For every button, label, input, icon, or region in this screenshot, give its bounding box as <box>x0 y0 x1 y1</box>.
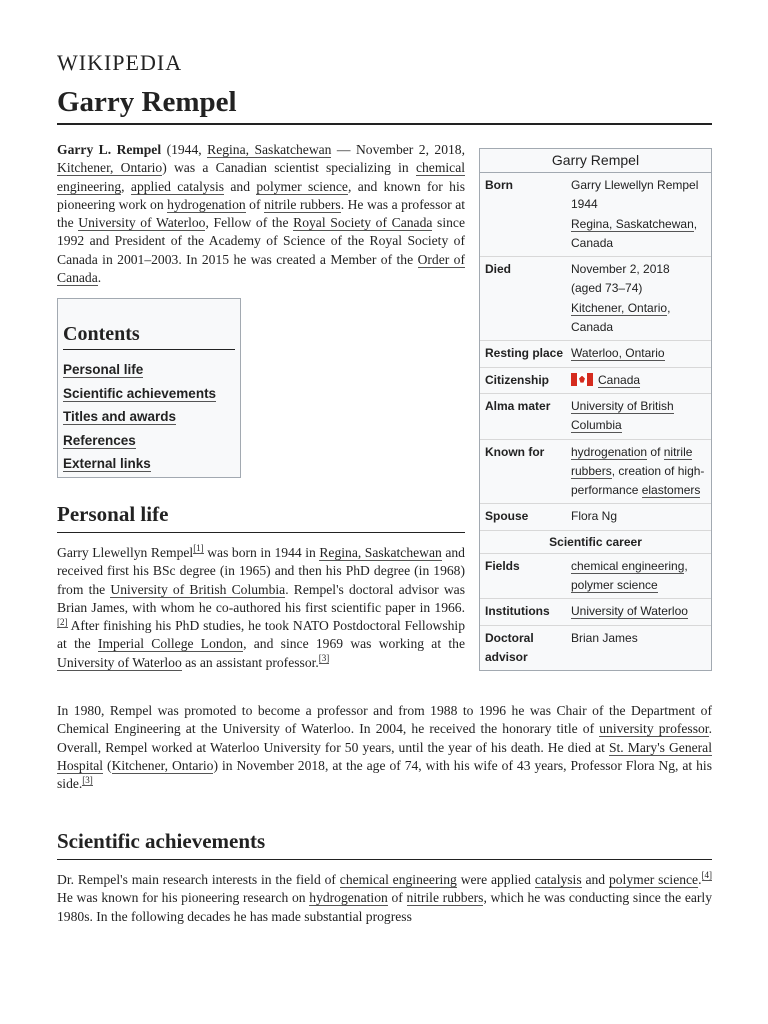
infobox-value <box>571 176 707 253</box>
infobox-value <box>571 557 707 596</box>
para-text: Dr. Rempel's main research interests in the field of <box>57 872 340 887</box>
lead-text: (1944, <box>161 142 208 157</box>
reference-label[interactable]: [3] <box>318 653 330 664</box>
para-text: ) in November 2018, at the age of 74, with his wife of 43 years, Professor Flora Ng, at his side. <box>57 757 713 792</box>
lead-text: since 1992 and President of the Academy of Science of the Royal Society of Canada in 2001–2003. In 2015 he was created a Member of the <box>57 215 465 267</box>
infobox-label: Institutions <box>485 604 550 619</box>
para-text: , and since 1969 was working at the <box>243 636 465 652</box>
infobox-value <box>571 344 707 363</box>
reference-3[interactable] <box>319 653 330 664</box>
reference-2[interactable] <box>57 617 68 628</box>
toc-item-label[interactable]: External links <box>63 456 151 471</box>
para-text: . Rempel's doctoral advisor was Brian James, with whom he co-authored his first scientific paper in 1966. <box>57 581 465 615</box>
reference-label[interactable]: [3] <box>82 774 93 785</box>
link-chemical-engineering[interactable]: chemical engineering <box>57 160 466 194</box>
para-text: , which he was conducting since the early 1980s. In the following decades he has made substantial progress <box>57 890 713 924</box>
lead-text: and <box>224 178 257 194</box>
link-alma-mater[interactable]: University of British Columbia <box>571 398 674 433</box>
infobox-row-born <box>480 173 711 257</box>
para-text: ( <box>103 757 112 773</box>
para-text: Garry Llewellyn Rempel <box>57 545 194 560</box>
infobox-value <box>571 397 707 436</box>
infobox-value <box>571 371 707 390</box>
infobox-label: Resting place <box>485 346 564 361</box>
fields-separator: , <box>684 558 688 573</box>
para-text: and received first his BSc degree (in 1965) and then his PhD degree (in 1968) from the <box>57 545 465 597</box>
link-university-of-waterloo[interactable]: University of Waterloo <box>57 654 182 670</box>
link-regina[interactable]: Regina, Saskatchewan <box>319 545 442 560</box>
infobox-label: Alma mater <box>485 398 551 413</box>
para-text: were applied <box>456 872 535 887</box>
link-nitrile-rubbers[interactable]: nitrile rubbers <box>263 196 341 212</box>
lead-text: of <box>245 196 264 212</box>
lead-text: ) was a Canadian scientist specializing in <box>162 160 416 176</box>
infobox-label: Spouse <box>485 509 529 524</box>
infobox-label: Known for <box>485 444 545 459</box>
page-title: Garry Rempel <box>57 86 712 125</box>
infobox-row-alma-mater <box>480 394 711 440</box>
para-text: and <box>581 872 609 887</box>
infobox-value <box>571 443 707 501</box>
reference-label[interactable]: [4] <box>701 870 713 881</box>
link-catalysis[interactable]: catalysis <box>534 872 582 887</box>
para-text: of <box>387 890 407 906</box>
died-date: November 2, 2018 <box>571 262 670 277</box>
link-hydrogenation[interactable]: hydrogenation <box>167 196 246 212</box>
link-died-place[interactable]: Kitchener, Ontario <box>571 300 668 315</box>
scientific-paragraph-1: Dr. Rempel's main research interests in the field of chemical engineering were applied catalysis and polymer science.[4] He was known for his pioneering research on hydrogenation of nitrile rubbers, which he was conducting since the early 1980s. In the following decades he has made substantial progress <box>57 870 713 924</box>
link-university-professor[interactable]: university professor <box>599 721 709 737</box>
infobox-value: Brian James <box>571 630 638 645</box>
lead-text: — November 2, 2018, <box>331 142 465 157</box>
canada-flag-icon <box>571 373 593 386</box>
wikipedia-wordmark[interactable]: WIKIPEDIA <box>57 50 183 75</box>
para-text: After finishing his PhD studies, he took NATO Postdoctoral Fellowship at the <box>57 618 465 652</box>
toc-item-label[interactable]: Scientific achievements <box>63 385 217 401</box>
link-polymer-science[interactable]: polymer science <box>608 872 699 887</box>
lead-paragraph <box>57 141 465 287</box>
known-text: of <box>647 444 664 459</box>
link-hydrogenation[interactable]: hydrogenation <box>571 444 648 459</box>
infobox-label: Born <box>485 178 513 192</box>
link-nitrile-rubbers[interactable]: nitrile rubbers <box>571 444 693 478</box>
link-chemical-engineering[interactable]: chemical engineering <box>571 558 685 573</box>
infobox-label: Citizenship <box>485 372 550 387</box>
para-text: was born in 1944 in <box>203 545 320 560</box>
link-st-marys-hospital[interactable]: St. Mary's General Hospital <box>57 739 712 773</box>
toc-item-external-links[interactable] <box>63 452 235 476</box>
infobox-row-died <box>480 257 711 341</box>
infobox-title: Garry Rempel <box>480 149 711 173</box>
link-polymer-science[interactable]: polymer science <box>256 178 348 194</box>
lead-text: , <box>121 178 131 194</box>
infobox-label: Died <box>485 262 512 277</box>
toc-item-label[interactable]: Titles and awards <box>63 409 177 424</box>
link-elastomers[interactable]: elastomers <box>641 483 701 498</box>
para-text: as an assistant professor. <box>181 654 319 670</box>
link-born-place[interactable]: Regina, Saskatchewan <box>571 216 694 231</box>
infobox-label: Fields <box>485 558 520 573</box>
link-regina[interactable]: Regina, Saskatchewan <box>207 142 332 157</box>
infobox-section-scientific-career: Scientific career <box>480 531 711 554</box>
para-text: . Overall, Rempel worked at Waterloo University for 50 years, until the year of his death. He died at <box>57 721 712 755</box>
link-order-of-canada[interactable]: Order of Canada <box>57 251 465 286</box>
known-text: , creation of high-performance <box>571 463 705 498</box>
infobox-row-known-for <box>480 440 711 505</box>
born-year: 1944 <box>571 197 598 212</box>
infobox-row-doctoral-advisor <box>480 626 711 671</box>
infobox-row-fields <box>480 554 711 600</box>
infobox <box>479 148 712 671</box>
infobox-row-institutions <box>480 599 711 625</box>
toc-item-references[interactable] <box>63 429 235 453</box>
toc-item-personal-life[interactable] <box>63 358 235 382</box>
died-country: , Canada <box>571 300 671 335</box>
link-kitchener[interactable]: Kitchener, Ontario <box>57 160 163 176</box>
lead-text: . <box>97 270 102 286</box>
infobox-value: Flora Ng <box>571 509 618 524</box>
personal-life-paragraph-2 <box>57 702 712 793</box>
link-ubc[interactable]: University of British Columbia <box>110 581 286 597</box>
toc-item-scientific-achievements[interactable] <box>63 382 235 406</box>
heading-personal-life: Personal life <box>57 502 465 533</box>
link-resting-place[interactable]: Waterloo, Ontario <box>571 346 665 361</box>
link-applied-catalysis[interactable]: applied catalysis <box>130 178 225 194</box>
infobox-row-citizenship <box>480 368 711 394</box>
link-royal-society[interactable]: Royal Society of Canada <box>293 215 433 231</box>
infobox-row-resting-place <box>480 341 711 367</box>
toc-item-titles-and-awards[interactable] <box>63 405 235 429</box>
infobox-value <box>571 602 707 621</box>
toc-title: Contents <box>63 323 235 350</box>
reference-label[interactable]: [1] <box>193 543 204 554</box>
toc-item-label[interactable]: Personal life <box>63 362 144 377</box>
died-age: (aged 73–74) <box>571 281 643 296</box>
subject-name: Garry L. Rempel <box>57 142 162 157</box>
lead-text: , and known for his pioneering work on <box>57 178 466 212</box>
infobox-value <box>571 260 707 337</box>
link-institution[interactable]: University of Waterloo <box>571 604 688 619</box>
para-text: In 1980, Rempel was promoted to become a professor and from 1988 to 1996 he was Chair of the Department of Chemical Engineering at the University of Waterloo. In 2004, he received the honorary title of <box>57 703 712 737</box>
link-polymer-science[interactable]: polymer science <box>571 578 658 593</box>
reference-label[interactable]: [2] <box>57 616 68 627</box>
link-kitchener[interactable]: Kitchener, Ontario <box>111 757 214 773</box>
heading-scientific-achievements: Scientific achievements <box>57 829 712 860</box>
table-of-contents <box>57 298 241 478</box>
infobox-row-spouse <box>480 504 711 530</box>
lead-text: , Fellow of the <box>205 215 294 231</box>
link-chemical-engineering[interactable]: chemical engineering <box>339 872 457 887</box>
para-text: He was known for his pioneering research on <box>57 890 310 906</box>
born-name: Garry Llewellyn Rempel <box>571 178 699 192</box>
personal-life-paragraph-1 <box>57 544 465 672</box>
reference-1[interactable] <box>193 543 204 554</box>
infobox-label: Doctoral advisor <box>485 630 534 664</box>
link-university-of-waterloo[interactable]: University of Waterloo <box>78 215 206 231</box>
link-imperial-college[interactable]: Imperial College London <box>97 636 244 652</box>
toc-item-label[interactable]: References <box>63 432 136 448</box>
born-country: , Canada <box>571 216 698 250</box>
link-nitrile-rubbers[interactable]: nitrile rubbers <box>406 890 484 906</box>
link-hydrogenation[interactable]: hydrogenation <box>309 890 388 906</box>
reference-3[interactable] <box>82 775 93 786</box>
lead-text: . He was a professor at the <box>57 196 465 231</box>
link-canada[interactable]: Canada <box>598 372 641 387</box>
reference-4[interactable] <box>702 870 713 881</box>
